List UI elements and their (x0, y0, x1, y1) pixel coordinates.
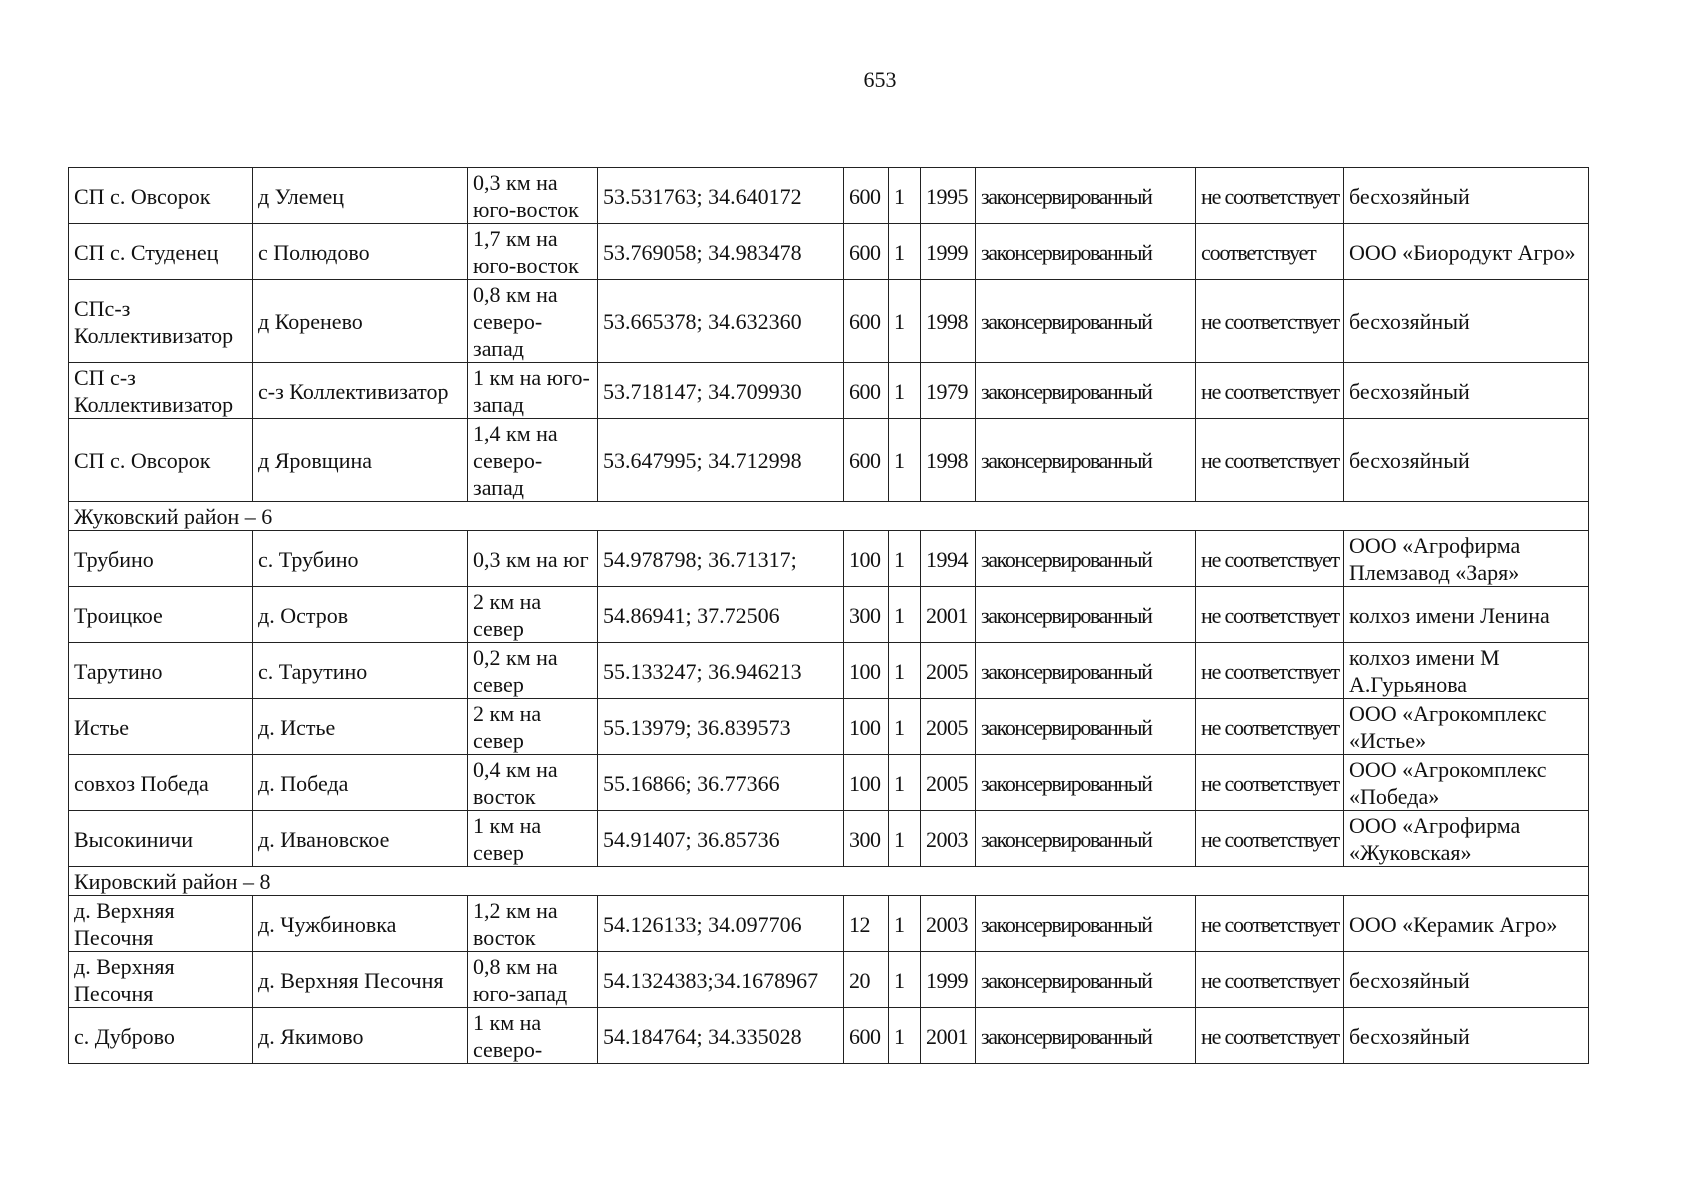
table-row (69, 531, 1589, 587)
table-row (69, 811, 1589, 867)
table-row (69, 280, 1589, 363)
village-cell: с Полюдово (253, 224, 468, 280)
coordinates-cell: 54.126133; 34.097706 (598, 896, 844, 952)
coordinates-cell: 53.665378; 34.632360 (598, 280, 844, 363)
compliance-cell: не соответствует (1196, 587, 1344, 643)
owner-cell: ООО «Керамик Агро» (1344, 896, 1589, 952)
count-cell: 1 (889, 531, 921, 587)
coordinates-cell: 54.978798; 36.71317; (598, 531, 844, 587)
depth-cell: 100 (844, 531, 889, 587)
year-cell: 2001 (921, 1008, 976, 1064)
owner-cell: ООО «Биородукт Агро» (1344, 224, 1589, 280)
village-cell: д Коренево (253, 280, 468, 363)
year-cell: 1995 (921, 168, 976, 224)
settlement-cell: СП с. Овсорок (69, 168, 253, 224)
year-cell: 1979 (921, 363, 976, 419)
village-cell: д. Чужбиновка (253, 896, 468, 952)
settlement-cell: Высокиничи (69, 811, 253, 867)
status-cell: законсервированный (976, 587, 1196, 643)
settlement-cell: с. Дуброво (69, 1008, 253, 1064)
settlement-cell: совхоз Победа (69, 755, 253, 811)
table-body (69, 168, 1589, 1064)
location-cell: 2 км на север (468, 587, 598, 643)
table-row (69, 699, 1589, 755)
status-cell: законсервированный (976, 896, 1196, 952)
village-cell: с. Тарутино (253, 643, 468, 699)
location-cell: 0,3 км на юго-восток (468, 168, 598, 224)
owner-cell: бесхозяйный (1344, 952, 1589, 1008)
location-cell: 0,2 км на север (468, 643, 598, 699)
owner-cell: ООО «Агрокомплекс «Истье» (1344, 699, 1589, 755)
depth-cell: 100 (844, 699, 889, 755)
wells-table (68, 167, 1589, 1064)
page-number: 653 (863, 67, 897, 92)
settlement-cell: СП с-з Коллективизатор (69, 363, 253, 419)
location-cell: 1,7 км на юго-восток (468, 224, 598, 280)
status-cell: законсервированный (976, 699, 1196, 755)
location-cell: 1,2 км на восток (468, 896, 598, 952)
village-cell: д. Ивановское (253, 811, 468, 867)
location-cell: 1 км на север (468, 811, 598, 867)
count-cell: 1 (889, 587, 921, 643)
village-cell: д. Верхняя Песочня (253, 952, 468, 1008)
compliance-cell: не соответствует (1196, 643, 1344, 699)
depth-cell: 600 (844, 224, 889, 280)
status-cell: законсервированный (976, 168, 1196, 224)
table-row (69, 168, 1589, 224)
table-row (69, 896, 1589, 952)
table-row (69, 587, 1589, 643)
count-cell: 1 (889, 811, 921, 867)
depth-cell: 300 (844, 811, 889, 867)
year-cell: 2005 (921, 755, 976, 811)
section-row (69, 867, 1589, 896)
village-cell: д. Истье (253, 699, 468, 755)
status-cell: законсервированный (976, 755, 1196, 811)
owner-cell: колхоз имени М А.Гурьянова (1344, 643, 1589, 699)
count-cell: 1 (889, 896, 921, 952)
compliance-cell: не соответствует (1196, 168, 1344, 224)
coordinates-cell: 55.13979; 36.839573 (598, 699, 844, 755)
depth-cell: 12 (844, 896, 889, 952)
status-cell: законсервированный (976, 224, 1196, 280)
compliance-cell: не соответствует (1196, 699, 1344, 755)
year-cell: 1998 (921, 280, 976, 363)
owner-cell: ООО «Агрокомплекс «Победа» (1344, 755, 1589, 811)
owner-cell: бесхозяйный (1344, 168, 1589, 224)
status-cell: законсервированный (976, 1008, 1196, 1064)
section-heading: Кировский район – 8 (69, 867, 1589, 896)
owner-cell: бесхозяйный (1344, 419, 1589, 502)
village-cell: д. Остров (253, 587, 468, 643)
compliance-cell: соответствует (1196, 224, 1344, 280)
status-cell: законсервированный (976, 280, 1196, 363)
count-cell: 1 (889, 755, 921, 811)
compliance-cell: не соответствует (1196, 811, 1344, 867)
status-cell: законсервированный (976, 419, 1196, 502)
year-cell: 2003 (921, 896, 976, 952)
settlement-cell: СПс-з Коллективизатор (69, 280, 253, 363)
settlement-cell: СП с. Студенец (69, 224, 253, 280)
location-cell: 2 км на север (468, 699, 598, 755)
location-cell: 0,8 км на юго-запад (468, 952, 598, 1008)
count-cell: 1 (889, 363, 921, 419)
location-cell: 1 км на юго-запад (468, 363, 598, 419)
depth-cell: 20 (844, 952, 889, 1008)
year-cell: 2003 (921, 811, 976, 867)
coordinates-cell: 53.769058; 34.983478 (598, 224, 844, 280)
section-row (69, 502, 1589, 531)
count-cell: 1 (889, 1008, 921, 1064)
settlement-cell: д. Верхняя Песочня (69, 952, 253, 1008)
compliance-cell: не соответствует (1196, 755, 1344, 811)
count-cell: 1 (889, 168, 921, 224)
table-row (69, 363, 1589, 419)
count-cell: 1 (889, 952, 921, 1008)
compliance-cell: не соответствует (1196, 1008, 1344, 1064)
owner-cell: бесхозяйный (1344, 1008, 1589, 1064)
table-row (69, 952, 1589, 1008)
year-cell: 2005 (921, 643, 976, 699)
table-row (69, 755, 1589, 811)
year-cell: 1994 (921, 531, 976, 587)
status-cell: законсервированный (976, 952, 1196, 1008)
compliance-cell: не соответствует (1196, 363, 1344, 419)
depth-cell: 600 (844, 363, 889, 419)
coordinates-cell: 55.133247; 36.946213 (598, 643, 844, 699)
status-cell: законсервированный (976, 531, 1196, 587)
owner-cell: ООО «Агрофирма Племзавод «Заря» (1344, 531, 1589, 587)
count-cell: 1 (889, 224, 921, 280)
coordinates-cell: 54.1324383;34.1678967 (598, 952, 844, 1008)
owner-cell: бесхозяйный (1344, 280, 1589, 363)
coordinates-cell: 53.718147; 34.709930 (598, 363, 844, 419)
settlement-cell: Тарутино (69, 643, 253, 699)
location-cell: 1,4 км на северо-запад (468, 419, 598, 502)
count-cell: 1 (889, 699, 921, 755)
year-cell: 2001 (921, 587, 976, 643)
location-cell: 0,8 км на северо-запад (468, 280, 598, 363)
status-cell: законсервированный (976, 811, 1196, 867)
compliance-cell: не соответствует (1196, 531, 1344, 587)
depth-cell: 600 (844, 168, 889, 224)
table-row (69, 643, 1589, 699)
section-heading: Жуковский район – 6 (69, 502, 1589, 531)
table-row (69, 224, 1589, 280)
status-cell: законсервированный (976, 363, 1196, 419)
year-cell: 2005 (921, 699, 976, 755)
year-cell: 1998 (921, 419, 976, 502)
village-cell: д. Якимово (253, 1008, 468, 1064)
compliance-cell: не соответствует (1196, 952, 1344, 1008)
coordinates-cell: 54.184764; 34.335028 (598, 1008, 844, 1064)
location-cell: 1 км на северо- (468, 1008, 598, 1064)
depth-cell: 600 (844, 1008, 889, 1064)
coordinates-cell: 53.531763; 34.640172 (598, 168, 844, 224)
settlement-cell: СП с. Овсорок (69, 419, 253, 502)
coordinates-cell: 55.16866; 36.77366 (598, 755, 844, 811)
settlement-cell: Истье (69, 699, 253, 755)
location-cell: 0,3 км на юг (468, 531, 598, 587)
location-cell: 0,4 км на восток (468, 755, 598, 811)
compliance-cell: не соответствует (1196, 419, 1344, 502)
compliance-cell: не соответствует (1196, 896, 1344, 952)
village-cell: д. Победа (253, 755, 468, 811)
depth-cell: 300 (844, 587, 889, 643)
table-row (69, 1008, 1589, 1064)
year-cell: 1999 (921, 952, 976, 1008)
table-row (69, 419, 1589, 502)
depth-cell: 100 (844, 643, 889, 699)
coordinates-cell: 54.91407; 36.85736 (598, 811, 844, 867)
year-cell: 1999 (921, 224, 976, 280)
village-cell: с-з Коллективизатор (253, 363, 468, 419)
coordinates-cell: 54.86941; 37.72506 (598, 587, 844, 643)
village-cell: с. Трубино (253, 531, 468, 587)
owner-cell: ООО «Агрофирма «Жуковская» (1344, 811, 1589, 867)
depth-cell: 600 (844, 419, 889, 502)
village-cell: д Яровщина (253, 419, 468, 502)
count-cell: 1 (889, 419, 921, 502)
settlement-cell: д. Верхняя Песочня (69, 896, 253, 952)
compliance-cell: не соответствует (1196, 280, 1344, 363)
village-cell: д Улемец (253, 168, 468, 224)
status-cell: законсервированный (976, 643, 1196, 699)
settlement-cell: Трубино (69, 531, 253, 587)
owner-cell: бесхозяйный (1344, 363, 1589, 419)
count-cell: 1 (889, 280, 921, 363)
coordinates-cell: 53.647995; 34.712998 (598, 419, 844, 502)
count-cell: 1 (889, 643, 921, 699)
owner-cell: колхоз имени Ленина (1344, 587, 1589, 643)
settlement-cell: Троицкое (69, 587, 253, 643)
depth-cell: 100 (844, 755, 889, 811)
depth-cell: 600 (844, 280, 889, 363)
